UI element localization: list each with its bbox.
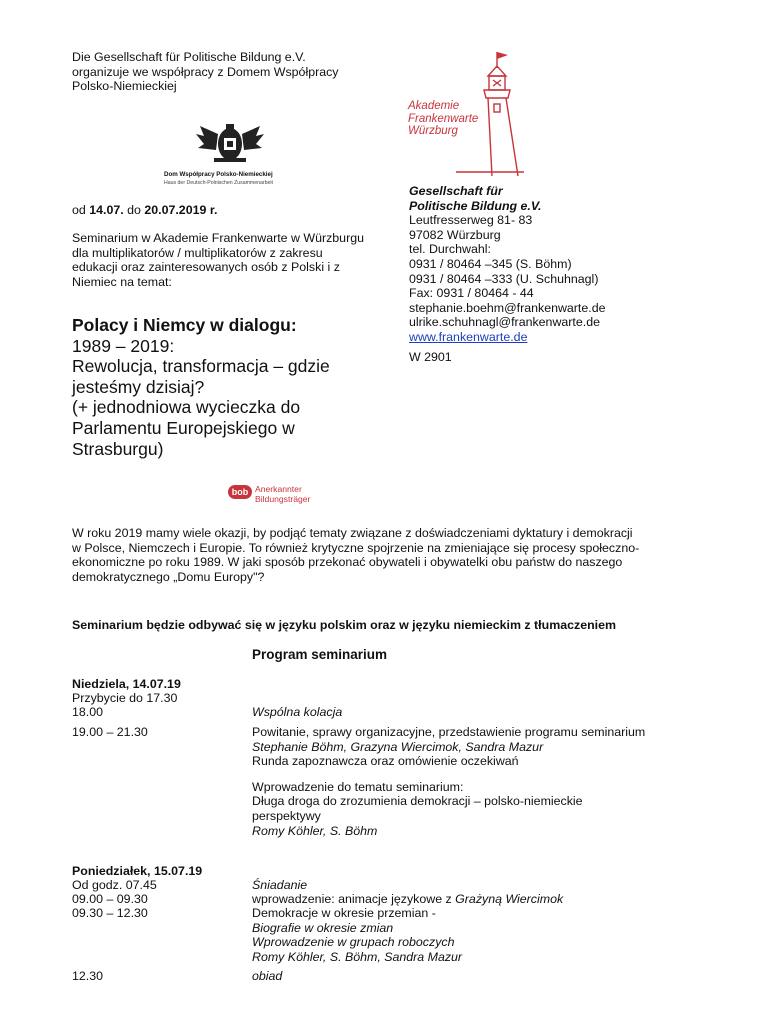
akademie-frankenwarte-logo (404, 48, 534, 180)
title-main: Polacy i Niemcy w dialogu: (72, 315, 297, 335)
activity-line: Biografie w okresie zmian (252, 920, 394, 935)
activity-speakers: Grażyną Wiercimok (455, 892, 564, 906)
contact-block (409, 184, 606, 345)
schedule-time: Przybycie do 17.30 (72, 691, 178, 705)
paragraph-line: w Polsce, Niemczech i Europie. To również krytyczne spojrzenie na zmieniające się procesy społeczno- (72, 540, 640, 555)
dates-mid: do (123, 203, 145, 217)
schedule-time: 18.00 (72, 705, 104, 719)
akademie-logo-text: Frankenwarte (408, 112, 479, 125)
schedule-time: 09.00 – 09.30 (72, 892, 148, 906)
activity-line: Runda zapoznawcza oraz omówienie oczekiwań (252, 754, 519, 769)
email-schuhnagl: ulrike.schuhnagl@frankenwarte.de (409, 315, 600, 330)
day-heading: Niedziela, 14.07.19 (72, 677, 181, 691)
schedule-activity: obiad (252, 969, 283, 983)
org-line: organizuje we współpracy z Domem Współpracy (72, 64, 339, 79)
org-line: Die Gesellschaft für Politische Bildung e.V. (72, 50, 306, 64)
dom-wspolpracy-logo (160, 120, 300, 190)
activity-speakers: Romy Köhler, S. Böhm, Sandra Mazur (252, 949, 463, 964)
bob-accredited-logo (228, 484, 318, 510)
activity-line: Powitanie, sprawy organizacyjne, przedstawienie programu seminarium (252, 725, 646, 739)
dom-logo-name: Dom Współpracy Polsko-Niemieckiej (164, 170, 273, 178)
contact-line: Fax: 0931 / 80464 - 44 (409, 286, 534, 301)
title-line: (+ jednodniowa wycieczka do (72, 397, 301, 418)
activity-line: Demokracje w okresie przemian - (252, 906, 436, 920)
paragraph-line: demokratycznego „Domu Europy"? (72, 569, 265, 584)
header-organization-text (72, 50, 339, 94)
activity-line: perspektywy (252, 808, 321, 823)
intro-line: Seminarium w Akademie Frankenwarte w Würzburgu (72, 231, 364, 245)
seminar-dates (72, 203, 217, 218)
bob-line1: Anerkannter (255, 484, 302, 494)
title-line: Rewolucja, transformacja – gdzie (72, 356, 330, 377)
schedule-time: 12.30 (72, 969, 104, 983)
bob-mark: bob (228, 485, 252, 499)
activity-speakers: Romy Köhler, S. Böhm (252, 823, 378, 838)
program-heading: Program seminarium (252, 647, 388, 662)
activity-speakers: Stephanie Böhm, Grazyna Wiercimok, Sandra Mazur (252, 739, 544, 754)
document-code: W 2901 (409, 350, 452, 364)
contact-org: Politische Bildung e.V. (409, 198, 542, 213)
schedule-activity: Wspólna kolacja (252, 705, 343, 719)
dates-prefix: od (72, 203, 90, 217)
schedule-activity (252, 892, 563, 907)
contact-line: 0931 / 80464 –345 (S. Böhm) (409, 256, 572, 271)
date-to: 20.07.2019 r. (144, 203, 218, 217)
dom-logo-subname: Haus der Deutsch-Polnischen Zusammenarbeit (164, 179, 273, 186)
eagle-emblem-icon (160, 120, 300, 166)
activity-line: wprowadzenie: animacje językowe z (252, 892, 456, 906)
schedule-activity (252, 725, 645, 838)
org-line: Polsko-Niemieckiej (72, 79, 177, 94)
contact-line: 97082 Würzburg (409, 227, 501, 242)
schedule-time: 09.30 – 12.30 (72, 906, 148, 920)
schedule-activity: Śniadanie (252, 878, 308, 892)
intro-line: Niemiec na temat: (72, 274, 172, 289)
title-line: Parlamentu Europejskiego w (72, 417, 295, 438)
date-from: 14.07. (89, 203, 124, 217)
title-line: 1989 – 2019: (72, 335, 175, 356)
activity-line: Długa droga do zrozumienia demokracji – polsko-niemieckie (252, 794, 583, 809)
description-paragraph (72, 526, 639, 584)
contact-org: Gesellschaft für (409, 184, 503, 198)
akademie-logo-text: Akademie (408, 100, 460, 112)
intro-line: edukacji oraz zainteresowanych osób z Polski i z (72, 260, 340, 275)
schedule-time: 19.00 – 21.30 (72, 725, 148, 739)
contact-line: tel. Durchwahl: (409, 242, 491, 257)
website-link[interactable]: www.frankenwarte.de (409, 329, 528, 344)
title-line: jesteśmy dzisiaj? (72, 376, 205, 397)
contact-line: Leutfresserweg 81- 83 (409, 213, 533, 228)
seminar-intro (72, 231, 364, 289)
schedule-activity (252, 906, 462, 964)
akademie-logo-text: Würzburg (408, 125, 458, 138)
email-boehm: stephanie.boehm@frankenwarte.de (409, 300, 606, 315)
paragraph-line: ekonomiczne po roku 1989. W jaki sposób przekonać obywateli i obywatelki obu państw do naszego (72, 555, 623, 570)
activity-line: Wprowadzenie w grupach roboczych (252, 935, 455, 950)
seminar-title (72, 315, 330, 459)
paragraph-line: W roku 2019 mamy wiele okazji, by podjąć tematy związane z doświadczeniami dyktatury i demokracji (72, 526, 633, 540)
title-line: Strasburgu) (72, 438, 164, 459)
bob-line2: Bildungsträger (255, 494, 311, 504)
language-note: Seminarium będzie odbywać się w języku polskim oraz w języku niemieckim z tłumaczeniem (72, 618, 617, 632)
activity-line: Wprowadzenie do tematu seminarium: (252, 779, 464, 794)
day-heading: Poniedziałek, 15.07.19 (72, 864, 203, 878)
intro-line: dla multiplikatorów / multiplikatorów z zakresu (72, 245, 323, 260)
contact-line: 0931 / 80464 –333 (U. Schuhnagl) (409, 271, 599, 286)
schedule-time: Od godz. 07.45 (72, 878, 157, 892)
